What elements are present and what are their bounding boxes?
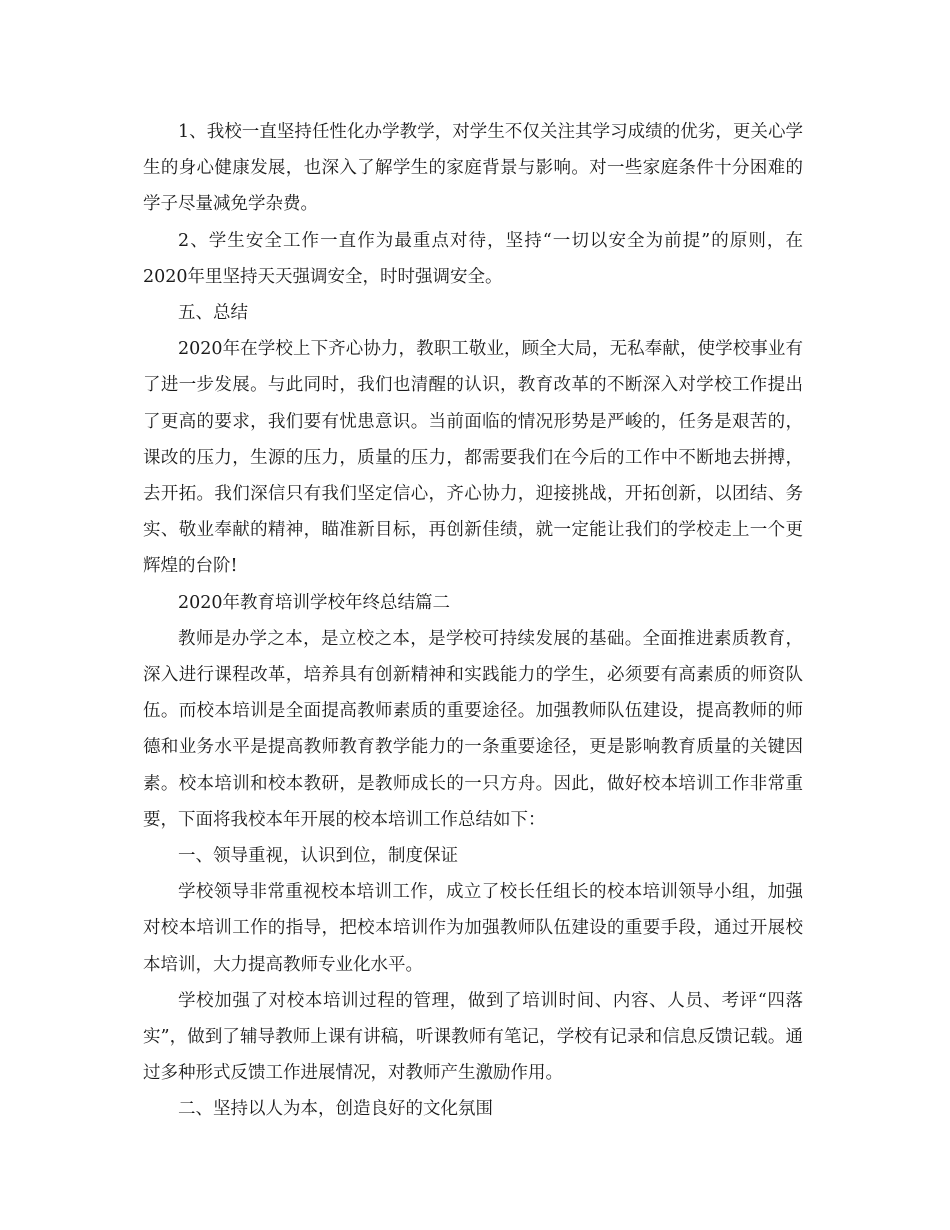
section-heading-summary: 五、总结 — [178, 303, 248, 324]
document-body — [143, 114, 803, 1128]
intro-paragraph: 教师是办学之本，是立校之本，是学校可持续发展的基础。全面推进素质教育，深入进行课程改革，培养具有创新精神和实践能力的学生，必须要有高素质的师资队伍。而校本培训是全面提高教师素质的重要途径。加强教师队伍建设，提高教师的师德和业务水平是提高教师教育教学能力的一条重要途径，更是影响教育质量的关键因素。校本培训和校本教研，是教师成长的一只方舟。因此，做好校本培训工作非常重要，下面将我校本年开展的校本培训工作总结如下： — [143, 628, 803, 830]
management-paragraph: 学校加强了对校本培训过程的管理，做到了培训时间、内容、人员、考评“四落实”，做到了辅导教师上课有讲稿，听课教师有笔记，学校有记录和信息反馈记载。通过多种形式反馈工作进展情况，对教师产生激励作用。 — [143, 990, 803, 1084]
paragraph-item-2: 2、学生安全工作一直作为最重点对待，坚持“一切以安全为前提”的原则，在2020年里坚持天天强调安全，时时强调安全。 — [143, 230, 803, 287]
leadership-paragraph: 学校领导非常重视校本培训工作，成立了校长任组长的校本培训领导小组，加强对校本培训工作的指导，把校本培训作为加强教师队伍建设的重要手段，通过开展校本培训，大力提高教师专业化水平。 — [143, 882, 803, 975]
section-heading-leadership: 一、领导重视，认识到位，制度保证 — [178, 846, 458, 867]
section-heading-people-oriented: 二、坚持以人为本，创造良好的文化氛围 — [178, 1099, 493, 1120]
summary-paragraph: 2020年在学校上下齐心协力，教职工敬业，顾全大局，无私奉献，使学校事业有了进一步发展。与此同时，我们也清醒的认识，教育改革的不断深入对学校工作提出了更高的要求，我们要有忧患意识。当前面临的情况形势是严峻的，任务是艰苦的，课改的压力，生源的压力，质量的压力，都需要我们在今后的工作中不断地去拼搏，去开拓。我们深信只有我们坚定信心，齐心协力，迎接挑战，开拓创新，以团结、务实、敬业奉献的精神，瞄准新目标，再创新佳绩，就一定能让我们的学校走上一个更辉煌的台阶! — [143, 339, 803, 577]
paragraph-item-1: 1、我校一直坚持任性化办学教学，对学生不仅关注其学习成绩的优劣，更关心学生的身心健康发展，也深入了解学生的家庭背景与影响。对一些家庭条件十分困难的学子尽量减免学杂费。 — [143, 122, 803, 215]
article-title-part-two: 2020年教育培训学校年终总结篇二 — [178, 592, 451, 613]
